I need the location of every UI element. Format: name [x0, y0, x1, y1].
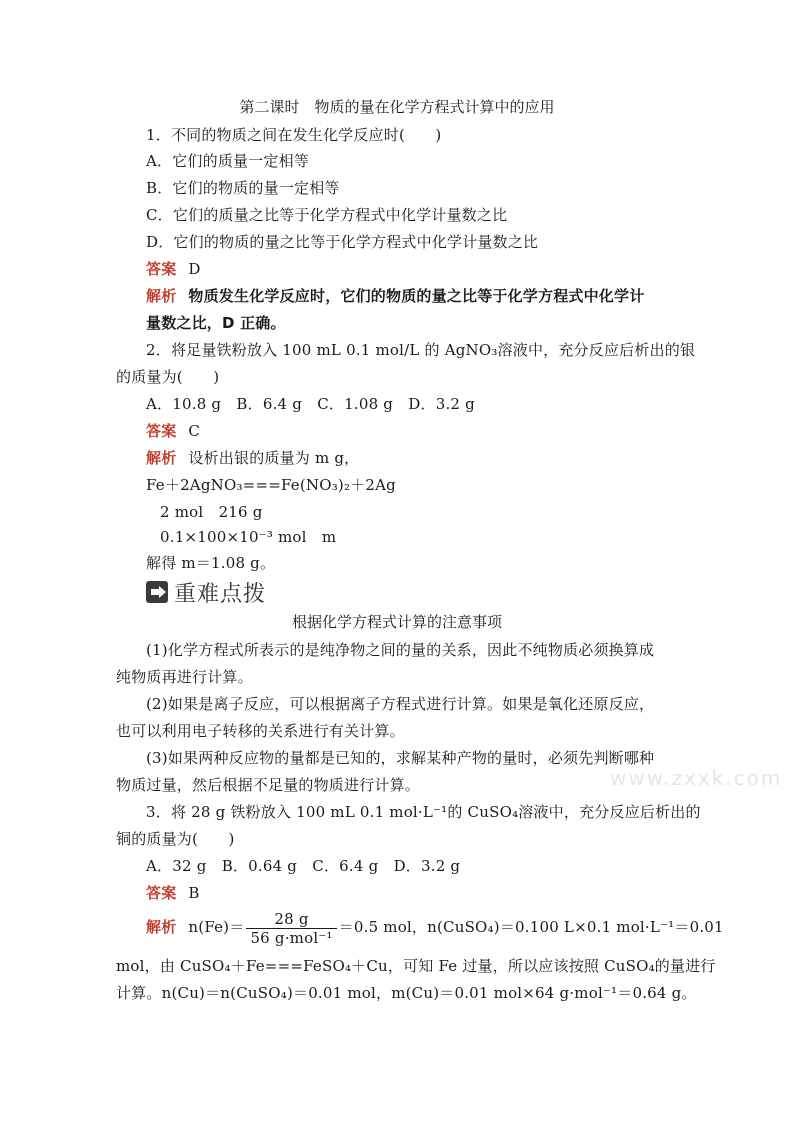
fraction-rhs: ＝0.5 mol，n(CuSO₄)＝0.100 L×0.1 mol·L⁻¹＝0.01: [338, 918, 724, 936]
q2-options: A．10.8 g B．6.4 g C．1.08 g D．3.2 g: [146, 395, 475, 413]
q1-analysis-cont: 量数之比，D 正确。: [146, 314, 286, 332]
q2-ratio: 2 mol 216 g: [160, 503, 263, 521]
q1-option-a: A．它们的质量一定相等: [146, 152, 310, 170]
page-title: 第二课时 物质的量在化学方程式计算中的应用: [239, 98, 555, 116]
note-1-line-1: (1)化学方程式所表示的是纯净物之间的量的关系，因此不纯物质必须换算成: [146, 641, 655, 659]
q2-analysis: [146, 448, 359, 468]
answer-label: 答案: [146, 260, 177, 278]
q2-equation: Fe＋2AgNO₃===Fe(NO₃)₂＋2Ag: [146, 476, 396, 494]
answer-value: D: [188, 260, 201, 278]
q3-analysis-cont-1: mol，由 CuSO₄＋Fe===FeSO₄＋Cu，可知 Fe 过量，所以应该按照 CuSO₄的量进行: [116, 957, 716, 975]
answer-value: B: [188, 884, 200, 902]
q3-stem-1: 3．将 28 g 铁粉放入 100 mL 0.1 mol·L⁻¹的 CuSO₄溶液中，充分反应后析出的: [146, 803, 701, 821]
note-1-line-2: 纯物质再进行计算。: [116, 668, 253, 686]
q3-options: A．32 g B．0.64 g C．6.4 g D．3.2 g: [146, 857, 461, 875]
q3-analysis: [146, 908, 724, 947]
fraction-denominator: 56 g·mol⁻¹: [250, 928, 333, 947]
q1-option-c: C．它们的质量之比等于化学方程式中化学计量数之比: [146, 206, 508, 224]
arrow-right-icon: [146, 581, 168, 603]
answer-value: C: [188, 422, 201, 440]
q1-option-b: B．它们的物质的量一定相等: [146, 179, 340, 197]
answer-label: 答案: [146, 884, 177, 902]
fraction-lhs: n(Fe)＝: [188, 918, 245, 936]
q1-stem: 1．不同的物质之间在发生化学反应时( ): [146, 126, 442, 144]
note-2-line-1: (2)如果是离子反应，可以根据离子方程式进行计算。如果是氧化还原反应，: [146, 695, 655, 713]
fraction: [246, 910, 336, 947]
q3-answer: [146, 883, 200, 903]
analysis-text: 设析出银的质量为 m g，: [188, 449, 360, 467]
section-title: 重难点拨: [174, 581, 267, 607]
q2-answer: [146, 421, 200, 441]
fraction-numerator: 28 g: [246, 910, 336, 929]
analysis-label: 解析: [146, 449, 177, 467]
q1-analysis: [146, 286, 644, 306]
note-2-line-2: 也可以利用电子转移的关系进行有关计算。: [116, 722, 405, 740]
note-3-line-2: 物质过量，然后根据不足量的物质进行计算。: [116, 776, 421, 794]
q3-analysis-cont-2: 计算。n(Cu)＝n(CuSO₄)＝0.01 mol，m(Cu)＝0.01 mol×64 g·mol⁻¹＝0.64 g。: [116, 984, 697, 1002]
answer-label: 答案: [146, 422, 177, 440]
section-heading: [146, 578, 266, 606]
note-3-line-1: (3)如果两种反应物的量都是已知的，求解某种产物的量时，必须先判断哪种: [146, 749, 655, 767]
q2-stem-1: 2．将足量铁粉放入 100 mL 0.1 mol/L 的 AgNO₃溶液中，充分反应后析出的银: [146, 341, 696, 359]
q3-stem-2: 铜的质量为( ): [116, 830, 235, 848]
analysis-label: 解析: [146, 918, 177, 936]
q1-option-d: D．它们的物质的量之比等于化学方程式中化学计量数之比: [146, 233, 539, 251]
analysis-text: 物质发生化学反应时，它们的物质的量之比等于化学方程式中化学计: [188, 287, 645, 305]
q2-stem-2: 的质量为( ): [116, 368, 220, 386]
q2-given: 0.1×100×10⁻³ mol m: [160, 528, 337, 546]
section-subtitle: 根据化学方程式计算的注意事项: [291, 613, 502, 631]
analysis-label: 解析: [146, 287, 177, 305]
q1-answer: [146, 259, 201, 279]
watermark: www.zxxk.com: [610, 766, 783, 790]
q2-result: 解得 m＝1.08 g。: [146, 554, 276, 572]
